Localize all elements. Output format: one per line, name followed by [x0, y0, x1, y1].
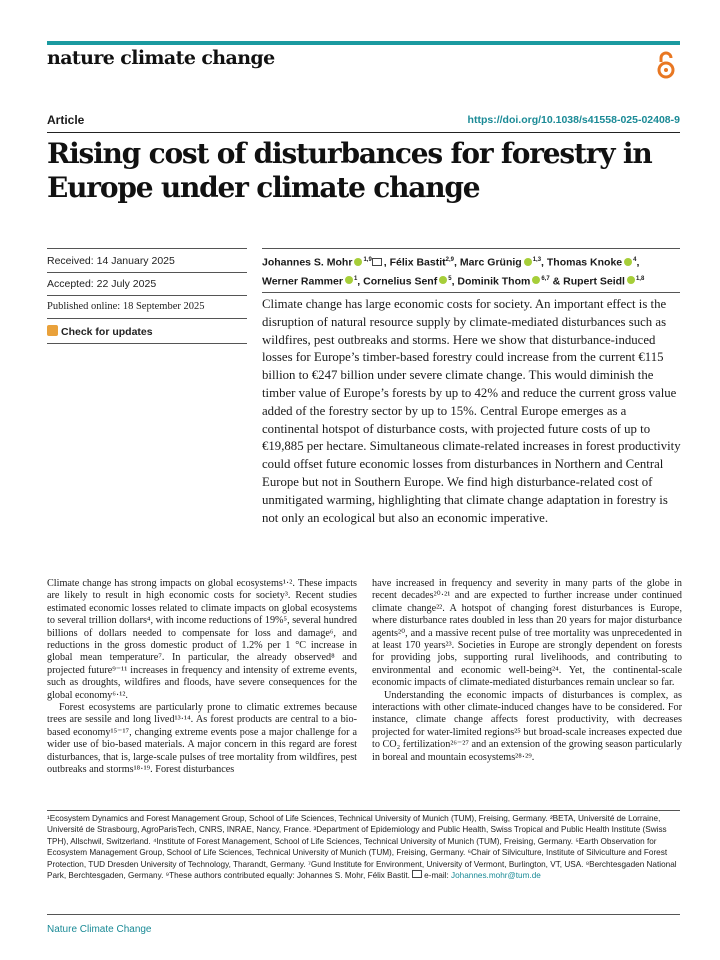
footer-journal: Nature Climate Change	[47, 924, 152, 935]
affiliations-text: ¹Ecosystem Dynamics and Forest Management Group, School of Life Sciences, Technical University of Munich (TUM), Freising, Germany. ²BETA, Université de Lorraine, Université de Strasbourg, AgroParisTech, CNRS, INRAE, Nancy, France. ³Department of Epidemiology and Public Health, Swiss Tropical and Public Health Institute (Swiss TPH), Allschwil, Switzerland. ⁴Institute of Forest Management, School of Life Sciences, Technical University of Munich (TUM), Freising, Germany. ⁵Earth Observation for Ecosystem Management Group, School of Life Sciences, Technical University of Munich (TUM), Freising, Germany. ⁶Chair of Silviculture, Institute of Silviculture and Forest Protection, TUD Dresden University of Technology, Tharandt, Germany. ⁷Gund Institute for Environment, University of Vermont, Burlington, VT, USA. ⁸Berchtesgaden National Park, Berchtesgaden, Germany. ⁹These authors contributed equally: Johannes S. Mohr, Félix Bastit.	[47, 814, 677, 881]
journal-name: nature climate change	[47, 47, 275, 69]
author-name[interactable]: Werner Rammer	[262, 275, 343, 287]
orcid-icon[interactable]	[624, 258, 632, 266]
body-column-left	[47, 578, 357, 777]
abstract-divider	[262, 292, 680, 293]
meta-divider	[47, 295, 247, 296]
orcid-icon[interactable]	[524, 258, 532, 266]
author-name[interactable]: Marc Grünig	[459, 256, 522, 269]
article-type: Article	[47, 113, 85, 127]
published-date: Published online: 18 September 2025	[47, 301, 205, 312]
footer-divider	[47, 914, 680, 915]
check-updates-icon	[47, 325, 58, 336]
open-access-icon	[655, 50, 677, 80]
doi-link[interactable]: https://doi.org/10.1038/s41558-025-02408-9	[467, 114, 680, 126]
affiliations	[47, 813, 680, 881]
orcid-icon[interactable]	[345, 276, 353, 284]
journal-accent-bar	[47, 41, 680, 45]
orcid-icon[interactable]	[354, 258, 362, 266]
authors-divider	[262, 248, 680, 249]
check-updates-label: Check for updates	[61, 326, 153, 338]
mail-icon	[412, 870, 422, 878]
check-for-updates-button[interactable]	[47, 325, 247, 338]
received-date: Received: 14 January 2025	[47, 255, 175, 267]
mail-icon[interactable]	[372, 258, 382, 266]
orcid-icon[interactable]	[627, 276, 635, 284]
author-name[interactable]: Félix Bastit	[389, 256, 446, 269]
meta-divider	[47, 318, 247, 319]
meta-divider	[47, 343, 247, 344]
email-label: e-mail:	[424, 871, 449, 881]
abstract: Climate change has large economic costs for society. An important effect is the disruption of natural resource supply by climate-mediated disturbances such as wildfires, pest outbreaks and storms. Here we show that disturbance-induced losses for Europe’s timber-based forestry could increase from the current €115 billion to €247 billion under severe climate change. This would diminish the timber value of Europe’s forests by up to 42% and reduce the current gross value added of the forestry sector by up to 15%. Central Europe emerges as a continental hotspot of disturbance costs, with projected future costs of up to €19,885 per hectare. Simultaneous climate-related increases in forest productivity could offset future economic losses from disturbances in Northern and Central Europe but not in Southern Europe. We find high disturbance-related cost of unmitigated warming, highlighting that climate change adaptation in forestry is not only an ecological but also an economic imperative.	[262, 297, 681, 525]
body-paragraph: have increased in frequency and severity in many parts of the globe in recent decades²⁰·²¹ and are expected to further increase under continued climate change²². A hotspot of changing forest disturbances is Europe, where disturbance rates doubled in less than 20 years for major disturbance agents²⁰, and a massive recent pulse of tree mortality was unprecedented in at least 170 years²³. Societies in Europe are strongly dependent on forests for providing jobs, supporting rural livelihoods, and contributing to environmental and economic well-being²⁴. Yet, the continental-scale economic impacts of climate-mediated disturbances remain unclear so far.	[372, 578, 682, 689]
author-name[interactable]: Cornelius Senf	[363, 275, 438, 287]
body-column-right	[372, 578, 682, 764]
author-name[interactable]: Johannes S. Mohr	[262, 256, 353, 269]
accepted-date: Accepted: 22 July 2025	[47, 278, 157, 290]
orcid-icon[interactable]	[532, 276, 540, 284]
body-paragraph: Forest ecosystems are particularly prone to climatic extremes because trees are sessile and long lived¹³·¹⁴. As forest products are central to a bio-based economy¹⁵⁻¹⁷, changing extreme events pose a major challenge for a wider use of bio-based materials. A major concern in this regard are forest disturbances, that is, large-scale pulses of tree mortality from wildfires, pest outbreaks and storms¹⁸·¹⁹. Forest disturbances	[47, 702, 357, 776]
author-name[interactable]: Rupert Seidl	[563, 275, 625, 287]
author-name[interactable]: Thomas Knoke	[546, 256, 623, 269]
orcid-icon[interactable]	[439, 276, 447, 284]
body-paragraph: Climate change has strong impacts on global ecosystems¹·². These impacts are likely to result in high economic costs for society³. Recent studies estimated economic losses related to climate impacts on global ecosystems to several trillion dollars⁴, with income reductions of 19%⁵, several hundred billions of dollars needed to compensate for loss and damage⁶, and reductions in the gross domestic product of 1.2% per 1 °C increase in global mean temperature⁷. In particular, the already observed⁸ and projected future⁹⁻¹¹ increases in frequency and intensity of extreme events, such as droughts, wildfires and floods, have severe consequences for the global economy⁶·¹².	[47, 578, 357, 701]
article-title: Rising cost of disturbances for forestry in Europe under climate change	[47, 137, 652, 204]
author-name[interactable]: Dominik Thom	[457, 275, 531, 287]
header-rule	[47, 132, 680, 133]
author-list: Johannes S. Mohr $^{1,9}$ , Félix Bastit$^{2,9}$, Marc Grünig $^{1,3}$, Thomas Knoke $^4$, Werner Rammer $^1$, Cornelius Senf $^5$, Dominik Thom $^{6,7}$ & Rupert Seidl $^{1,8}$	[262, 256, 645, 287]
affiliations-divider	[47, 810, 680, 811]
email-link[interactable]: Johannes.mohr@tum.de	[451, 871, 541, 881]
meta-divider	[47, 272, 247, 273]
body-paragraph: Understanding the economic impacts of disturbances is complex, as interactions with other climate-induced changes have to be considered. For instance, climate change affects forest productivity, with decreases projected for water-limited regions²⁵ but broad-scale increases expected due to CO₂ fertilization²⁶⁻²⁷ and an extension of the growing season particularly in boreal and mountain ecosystems²⁸·²⁹.	[372, 689, 682, 763]
meta-divider	[47, 248, 247, 249]
